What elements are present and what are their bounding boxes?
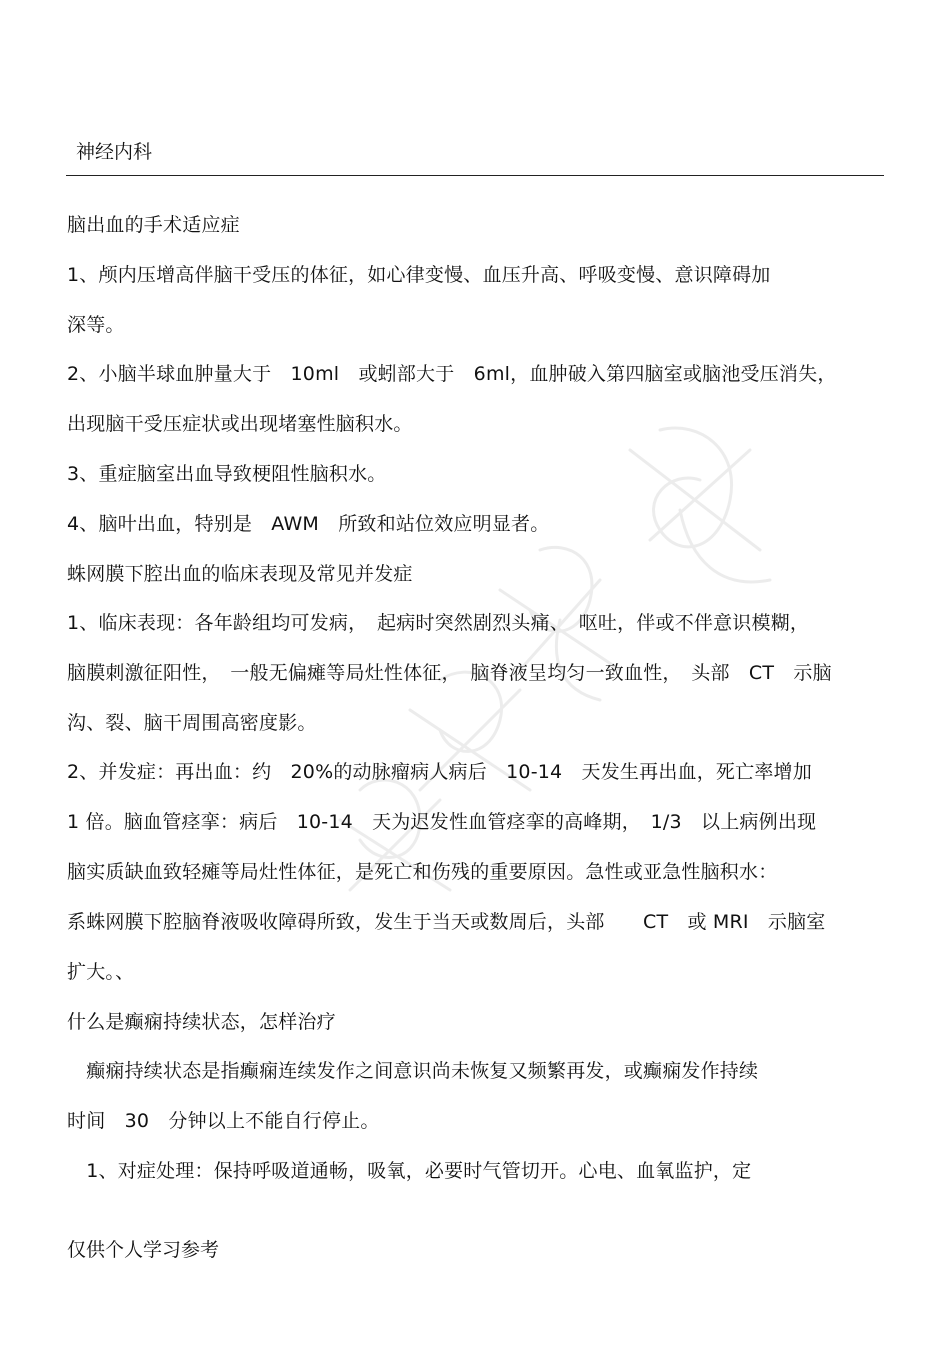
paragraph-line: 脑膜刺激征阳性， 一般无偏瘫等局灶性体征， 脑脊液呈均匀一致血性， 头部 CT 示脑 <box>67 662 832 684</box>
header-divider <box>66 175 884 176</box>
paragraph-line: 出现脑干受压症状或出现堵塞性脑积水。 <box>67 413 413 435</box>
footer-note: 仅供个人学习参考 <box>67 1239 220 1261</box>
paragraph-line: 脑实质缺血致轻瘫等局灶性体征，是死亡和伤残的重要原因。急性或亚急性脑积水： <box>67 861 778 883</box>
paragraph-line: 1、颅内压增高伴脑干受压的体征，如心律变慢、血压升高、呼吸变慢、意识障碍加 <box>67 264 771 286</box>
paragraph-line: 2、小脑半球血肿量大于 10ml 或蚓部大于 6ml，血肿破入第四脑室或脑池受压消失， <box>67 363 837 385</box>
paragraph-line: 癫痫持续状态是指癫痫连续发作之间意识尚未恢复又频繁再发，或癫痫发作持续 <box>67 1060 759 1082</box>
section-heading: 蛛网膜下腔出血的临床表现及常见并发症 <box>67 563 413 585</box>
paragraph-line: 2、并发症：再出血：约 20%的动脉瘤病人病后 10-14 天发生再出血，死亡率增加 <box>67 761 812 783</box>
paragraph-line: 4、脑叶出血，特别是 AWM 所致和站位效应明显者。 <box>67 513 550 535</box>
paragraph-line: 时间 30 分钟以上不能自行停止。 <box>67 1110 380 1132</box>
section-heading: 脑出血的手术适应症 <box>67 214 240 236</box>
header-title: 神经内科 <box>76 141 153 163</box>
paragraph-line: 1、对症处理：保持呼吸道通畅，吸氧，必要时气管切开。心电、血氧监护，定 <box>67 1160 752 1182</box>
paragraph-line: 3、重症脑室出血导致梗阻性脑积水。 <box>67 463 387 485</box>
paragraph-line: 1 倍。脑血管痉挛：病后 10-14 天为迟发性血管痉挛的高峰期， 1/3 以上病例出现 <box>67 811 817 833</box>
paragraph-line: 扩大。、 <box>67 961 135 983</box>
paragraph-line: 系蛛网膜下腔脑脊液吸收障碍所致，发生于当天或数周后，头部 CT 或 MRI 示脑室 <box>67 911 826 933</box>
paragraph-line: 深等。 <box>67 314 125 336</box>
paragraph-line: 1、临床表现：各年龄组均可发病， 起病时突然剧烈头痛、 呕吐，伴或不伴意识模糊， <box>67 612 810 634</box>
paragraph-line: 沟、裂、脑干周围高密度影。 <box>67 712 317 734</box>
section-heading: 什么是癫痫持续状态，怎样治疗 <box>67 1011 336 1033</box>
